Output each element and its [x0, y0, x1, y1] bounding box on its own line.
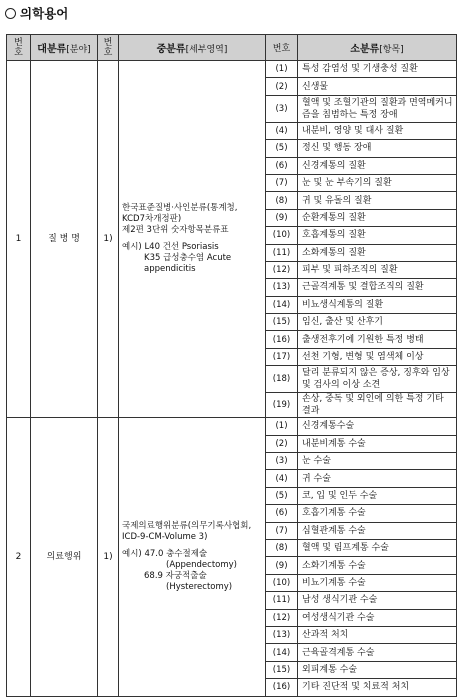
- item-label: 혈액 및 조혈기관의 질환과 면역메커니즘을 침범하는 특정 장애: [298, 95, 457, 122]
- circle-icon: [5, 8, 16, 19]
- item-label: 혈액 및 림프계통 수술: [298, 539, 457, 556]
- item-number: (15): [266, 661, 298, 678]
- middle-category-line: 제2편 3단위 숫자항목분류표: [122, 225, 229, 236]
- item-number: (8): [266, 192, 298, 209]
- middle-example: [122, 549, 262, 593]
- item-number: (16): [266, 331, 298, 348]
- item-number: (6): [266, 505, 298, 522]
- item-number: (1): [266, 418, 298, 435]
- item-label: 내분비, 영양 및 대사 질환: [298, 122, 457, 139]
- item-label: 피부 및 피하조직의 질환: [298, 261, 457, 278]
- item-label: 근골격계통 및 결합조직의 질환: [298, 279, 457, 296]
- header-no3: 번호: [266, 35, 298, 61]
- middle-category-line: 한국표준질병·사인분류(통계청,: [122, 203, 238, 214]
- item-label: 내분비계통 수술: [298, 435, 457, 452]
- item-label: 심혈관계통 수술: [298, 522, 457, 539]
- item-label: 임신, 출산 및 산후기: [298, 314, 457, 331]
- item-label: 달리 분류되지 않은 증상, 징후와 임상 및 검사의 이상 소견: [298, 366, 457, 393]
- middle-example-line: appendicitis: [144, 264, 196, 275]
- item-number: (11): [266, 244, 298, 261]
- item-label: 정신 및 행동 장애: [298, 140, 457, 157]
- major-category: 의료행위: [31, 418, 98, 696]
- item-label: 순환계통의 질환: [298, 209, 457, 226]
- item-number: (2): [266, 78, 298, 95]
- middle-example-line: 예시) L40 건선 Psoriasis: [122, 242, 219, 253]
- table-row: [7, 61, 457, 78]
- middle-number: 1): [98, 418, 119, 696]
- major-number: 1: [7, 61, 31, 418]
- item-number: (2): [266, 435, 298, 452]
- item-number: (13): [266, 626, 298, 643]
- header-row: [7, 35, 457, 61]
- item-label: 소화기계통 수술: [298, 557, 457, 574]
- item-number: (4): [266, 470, 298, 487]
- section-title-text: 의학용어: [20, 6, 69, 21]
- item-label: 비뇨생식계통의 질환: [298, 296, 457, 313]
- item-number: (4): [266, 122, 298, 139]
- terminology-table: [6, 34, 457, 697]
- item-number: (9): [266, 557, 298, 574]
- item-number: (3): [266, 453, 298, 470]
- item-number: (7): [266, 522, 298, 539]
- middle-example-line: (Appendectomy): [166, 559, 237, 570]
- middle-category: [119, 418, 266, 696]
- item-label: 외피계통 수술: [298, 661, 457, 678]
- item-number: (13): [266, 279, 298, 296]
- middle-example-line: 68.9 자궁적출술: [144, 570, 207, 581]
- middle-category-line: KCD7차개정판): [122, 214, 182, 225]
- section-title: [5, 3, 68, 23]
- item-label: 호흡계통의 질환: [298, 227, 457, 244]
- item-number: (15): [266, 314, 298, 331]
- item-number: (1): [266, 61, 298, 78]
- middle-example-line: (Hysterectomy): [166, 581, 233, 592]
- item-number: (10): [266, 574, 298, 591]
- item-label: 여성생식기관 수술: [298, 609, 457, 626]
- item-number: (5): [266, 140, 298, 157]
- item-number: (6): [266, 157, 298, 174]
- item-label: 산과적 처치: [298, 626, 457, 643]
- item-number: (3): [266, 95, 298, 122]
- major-number: 2: [7, 418, 31, 696]
- item-label: 남성 생식기관 수술: [298, 592, 457, 609]
- item-number: (16): [266, 679, 298, 696]
- item-label: 특성 감염성 및 기생충성 질환: [298, 61, 457, 78]
- middle-number: 1): [98, 61, 119, 418]
- table-row: [7, 418, 457, 435]
- item-number: (14): [266, 644, 298, 661]
- item-number: (17): [266, 348, 298, 365]
- item-label: 근육골격계통 수술: [298, 644, 457, 661]
- item-label: 손상, 중독 및 외인에 의한 특정 기타 결과: [298, 393, 457, 418]
- middle-example-line: K35 급성충수염 Acute: [144, 253, 232, 264]
- item-number: (7): [266, 174, 298, 191]
- item-label: 소화계통의 질환: [298, 244, 457, 261]
- middle-example-line: 예시) 47.0 충수절제술: [122, 548, 208, 559]
- major-category: 질 병 명: [31, 61, 98, 418]
- item-number: (8): [266, 539, 298, 556]
- item-number: (9): [266, 209, 298, 226]
- item-number: (5): [266, 487, 298, 504]
- item-label: 신경계통의 질환: [298, 157, 457, 174]
- header-no2: 번 호: [98, 35, 119, 61]
- header-major: 대분류[분야]: [31, 35, 98, 61]
- middle-example: [122, 242, 262, 275]
- item-label: 귀 수술: [298, 470, 457, 487]
- middle-category-line: 국제의료행위분류(의무기록사협회,: [122, 520, 252, 531]
- middle-category-line: ICD-9-CM-Volume 3): [122, 531, 208, 542]
- item-label: 코, 입 및 인두 수술: [298, 487, 457, 504]
- item-label: 눈 및 눈 부속기의 질환: [298, 174, 457, 191]
- header-minor: 소분류[항목]: [298, 35, 457, 61]
- item-label: 선천 기형, 변형 및 염색체 이상: [298, 348, 457, 365]
- item-label: 귀 및 유돌의 질환: [298, 192, 457, 209]
- item-label: 신경계통수술: [298, 418, 457, 435]
- item-number: (19): [266, 393, 298, 418]
- item-label: 신생물: [298, 78, 457, 95]
- header-no: 번 호: [7, 35, 31, 61]
- item-number: (14): [266, 296, 298, 313]
- item-label: 기타 진단적 및 치료적 처치: [298, 679, 457, 696]
- middle-category: [119, 61, 266, 418]
- item-number: (18): [266, 366, 298, 393]
- item-number: (10): [266, 227, 298, 244]
- item-number: (12): [266, 261, 298, 278]
- item-label: 비뇨기계통 수술: [298, 574, 457, 591]
- item-number: (11): [266, 592, 298, 609]
- item-number: (12): [266, 609, 298, 626]
- header-middle: 중분류[세부영역]: [119, 35, 266, 61]
- item-label: 출생전후기에 기원한 특정 병태: [298, 331, 457, 348]
- item-label: 눈 수술: [298, 453, 457, 470]
- item-label: 호흡기계통 수술: [298, 505, 457, 522]
